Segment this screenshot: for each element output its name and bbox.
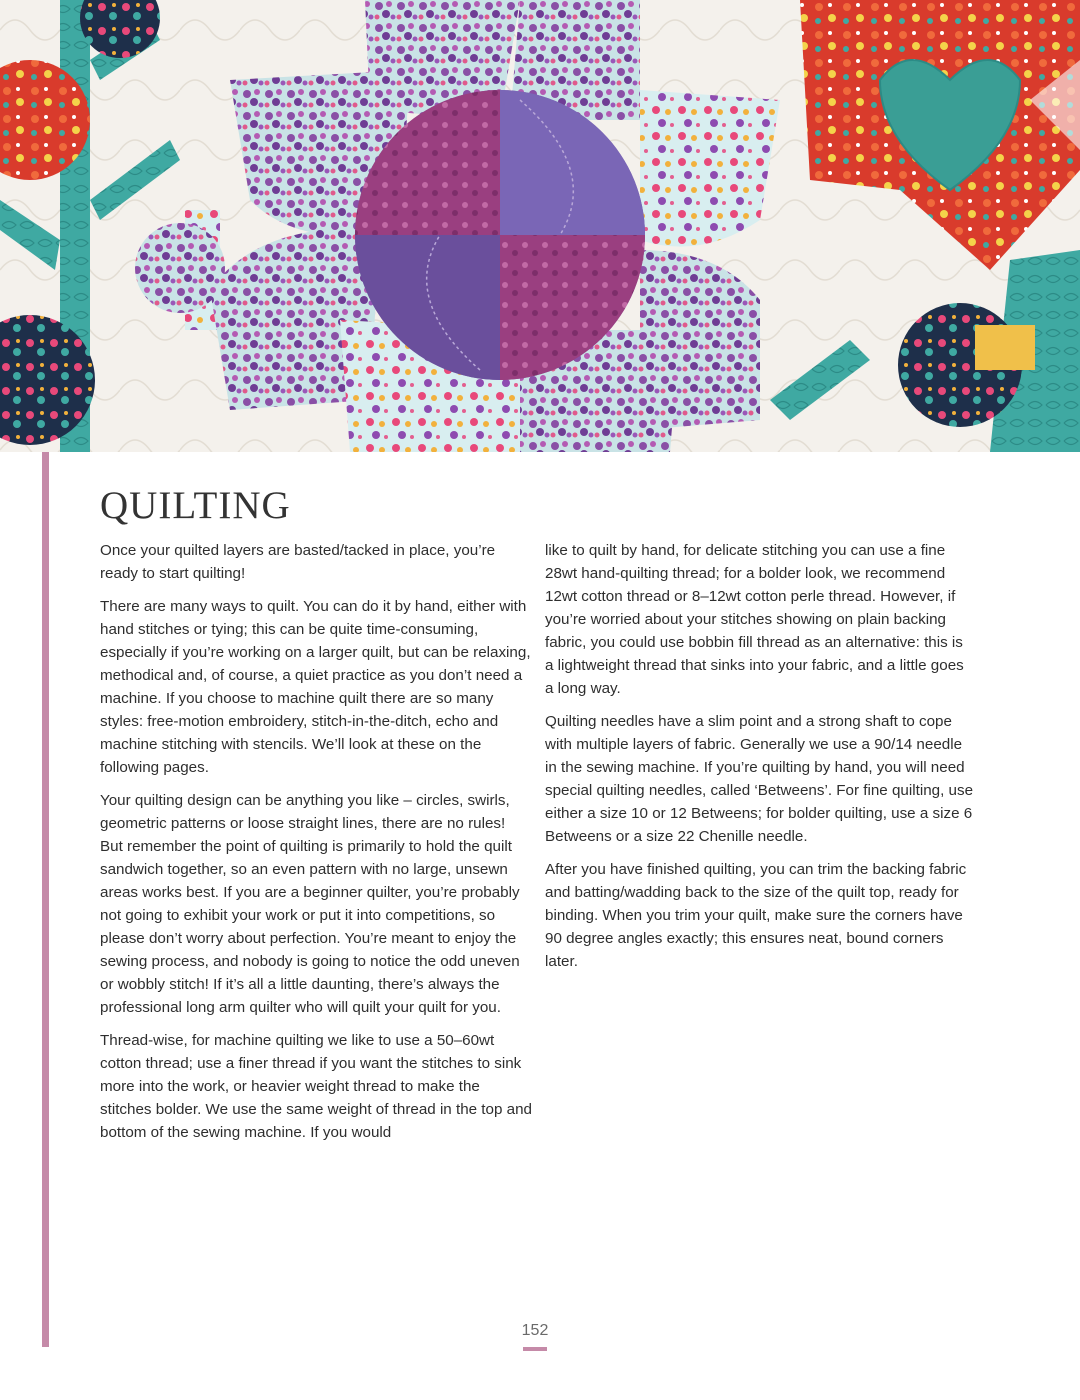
page-title: QUILTING <box>100 484 291 527</box>
paragraph: There are many ways to quilt. You can do it by hand, either with hand stitches or tying; this can be quite time-consuming, especially if you’re working on a larger quilt, but can be relaxing, methodical and, of course, a quiet practice as you don’t need a machine. If you choose to machine quilt there are so many styles: free-motion embroidery, stitch-in-the-ditch, echo and machine stitching with stencils. We’ll look at these on the following pages. <box>100 598 531 776</box>
paragraph: Quilting needles have a slim point and a strong shaft to cope with multiple layers of fabric. Generally we use a 90/14 needle in the sewing machine. If you’re quilting by hand, you will need special quilting needles, called ‘Betweens’. For fine quilting, use either a size 10 or 12 Betweens; for bolder quilting, use a size 6 Betweens or a size 22 Chenille needle. <box>545 713 974 845</box>
quilt-illustration <box>0 0 1080 452</box>
paragraph: Your quilting design can be anything you like – circles, swirls, geometric patterns or loose straight lines, there are no rules! But remember the point of quilting is primarily to hold the quilt sandwich together, so an even pattern with no large, unsewn areas works best. If you are a beginner quilter, you’re probably not going to exhibit your work or put it into competitions, so please don’t worry about perfection. You’re meant to enjoy the sewing process, and nobody is going to notice the odd uneven or wobbly stitch! If it’s all a little daunting, there’s always the professional long arm quilter who will quilt your quilt for you. <box>100 792 520 1016</box>
quilt-photo <box>0 0 1080 452</box>
page-number-underline <box>523 1347 547 1351</box>
paragraph: like to quilt by hand, for delicate stitching you can use a fine 28wt hand-quilting thread; for a bolder look, we recommend 12wt cotton thread or 8–12wt cotton perle thread. However, if you’re worried about your stitches showing on plain backing fabric, you could use bobbin fill thread as an alternative: this is a lightweight thread that sinks into your fabric, and a little goes a long way. <box>545 542 964 697</box>
accent-bar <box>42 452 49 1347</box>
paragraph: Once your quilted layers are basted/tacked in place, you’re ready to start quilting! <box>100 542 496 582</box>
paragraph: Thread-wise, for machine quilting we like to use a 50–60wt cotton thread; use a finer thread if you want the stitches to sink more into the work, or heavier weight thread to make the stitches bolder. We use the same weight of thread in the top and bottom of the sewing machine. If you would <box>100 1032 532 1141</box>
left-column <box>100 539 532 1154</box>
right-column <box>545 539 975 983</box>
paragraph: After you have finished quilting, you can trim the backing fabric and batting/wadding back to the size of the quilt top, ready for binding. When you trim your quilt, make sure the corners have 90 degree angles exactly; this ensures neat, bound corners later. <box>545 861 967 970</box>
page-number: 152 <box>521 1322 549 1339</box>
